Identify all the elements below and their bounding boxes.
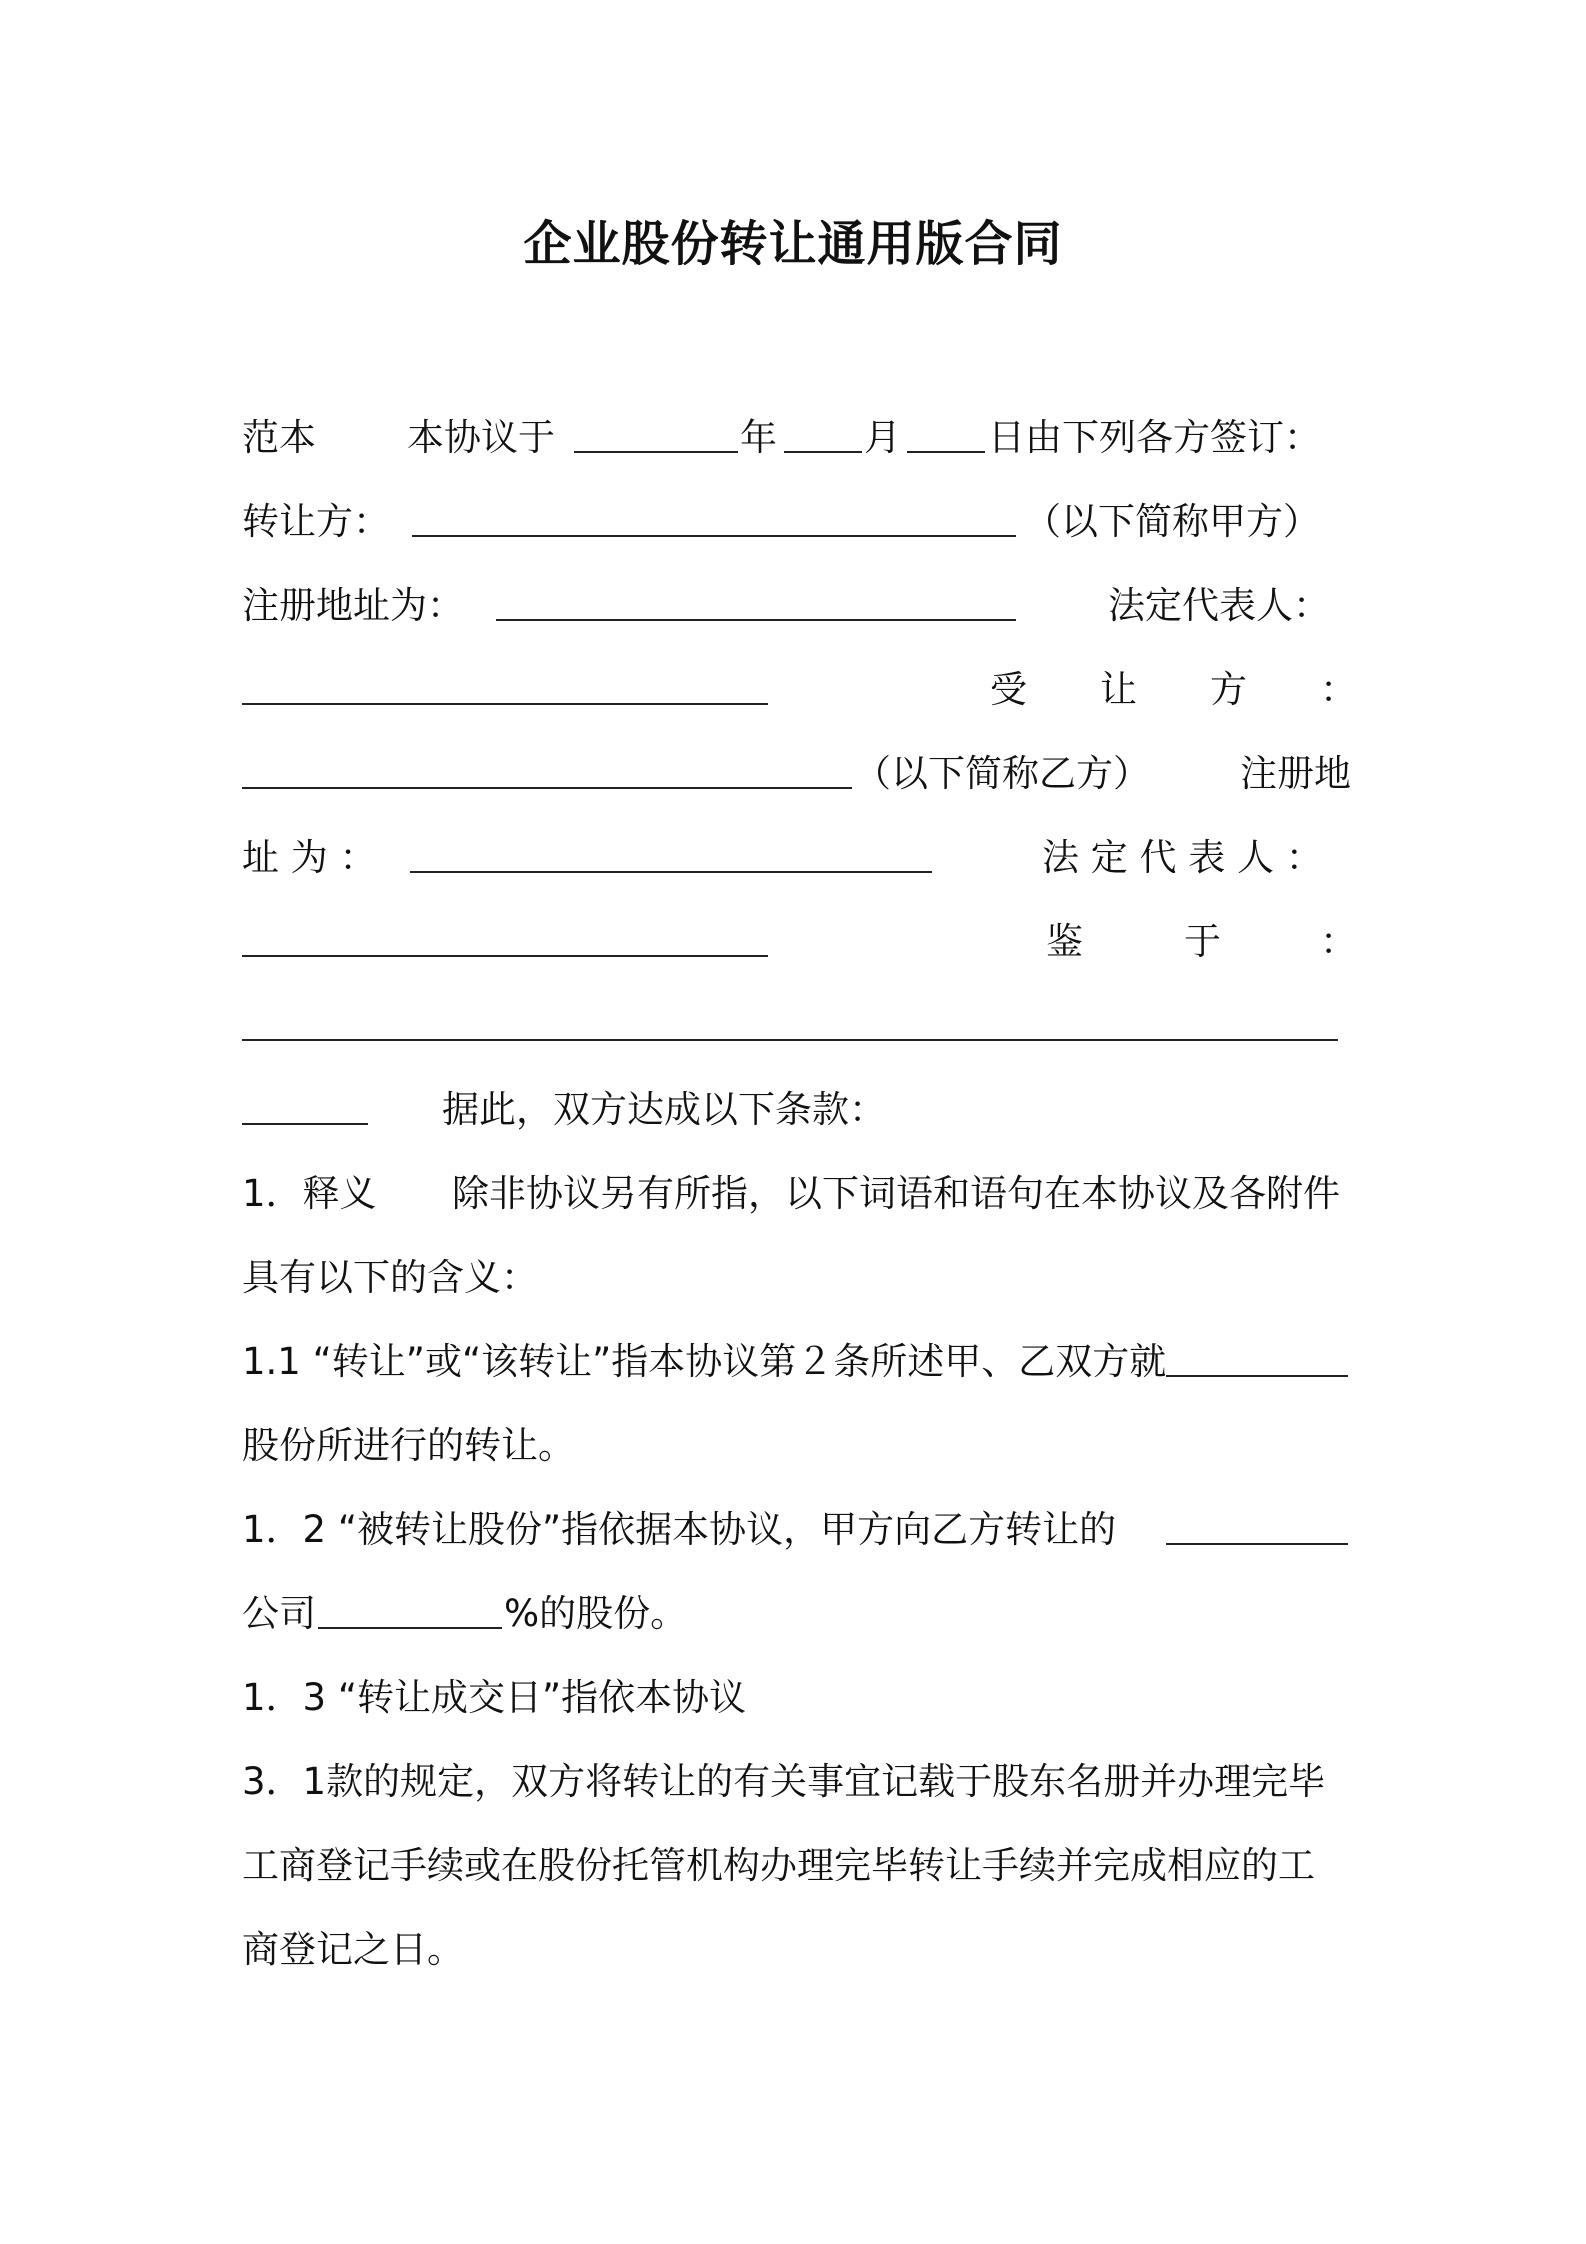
percent-text: %的股份。 [504, 1592, 688, 1635]
clause-1-2 [242, 1500, 1350, 1560]
therefore-text: 据此，双方达成以下条款： [442, 1088, 886, 1131]
section-1-heading: 1．释义 [242, 1172, 377, 1215]
whereas-blank-end [242, 1123, 368, 1125]
representative-blank [242, 703, 768, 705]
signed-by-label: 日由下列各方签订： [988, 416, 1321, 459]
year-blank [574, 451, 738, 453]
line-transferee-address [242, 828, 1350, 888]
clause-1-1 [242, 1332, 1350, 1392]
line-transferee [242, 660, 1357, 720]
clause-3-1-ref [242, 1752, 1350, 1812]
registered-address-label-2: 注册地 [1240, 752, 1351, 795]
legal-representative-label-2: 法 定 代 表 人 ： [1042, 836, 1323, 879]
address-continued-label: 址 为 ： [242, 836, 377, 879]
party-a-note: （以下简称甲方） [1024, 500, 1320, 543]
clause-3-1-text-3: 商登记之日。 [242, 1928, 464, 1971]
day-blank [907, 451, 985, 453]
clause-1-3 [242, 1668, 1350, 1728]
line-signing-date [242, 408, 1350, 468]
legal-representative-label: 法定代表人： [1108, 584, 1330, 627]
clause-3-1-end [242, 1920, 1350, 1980]
whereas-colon: ： [1320, 920, 1357, 963]
company-label: 公司 [242, 1592, 316, 1635]
line-definitions-2 [242, 1248, 1350, 1308]
shares-blank [1166, 1375, 1348, 1377]
address-blank-2 [410, 871, 932, 873]
transferee-char-3: 方 [1210, 668, 1247, 711]
definitions-intro: 除非协议另有所指，以下词语和语句在本协议及各附件 [452, 1172, 1340, 1215]
agreement-on-label: 本协议于 [407, 416, 555, 459]
line-transferor [242, 492, 1350, 552]
line-whereas-blank [242, 996, 1350, 1056]
transferor-label: 转让方： [242, 500, 390, 543]
representative-blank-2 [242, 955, 768, 957]
transferee-colon: ： [1320, 668, 1357, 711]
clause-1-1-cont [242, 1416, 1350, 1476]
line-whereas [242, 912, 1357, 972]
clause-1-2-text: 1．2 “被转让股份”指依据本协议，甲方向乙方转让的 [242, 1508, 1117, 1551]
clause-3-1-text-2: 工商登记手续或在股份托管机构办理完毕转让手续并完成相应的工 [242, 1844, 1315, 1887]
line-transferor-address [242, 576, 1350, 636]
whereas-char-2: 于 [1184, 920, 1221, 963]
line-party-b [242, 744, 1350, 804]
transferee-blank [242, 787, 852, 789]
clause-1-3-text: 1．3 “转让成交日”指依本协议 [242, 1676, 747, 1719]
whereas-blank [242, 1039, 1338, 1041]
transferee-char-1: 受 [990, 668, 1027, 711]
document-title: 企业股份转让通用版合同 [523, 216, 1063, 272]
registered-address-label: 注册地址为： [242, 584, 464, 627]
party-b-note: （以下简称乙方） [854, 752, 1150, 795]
transferee-char-2: 让 [1100, 668, 1137, 711]
whereas-char-1: 鉴 [1046, 920, 1083, 963]
clause-1-1-text-end: 股份所进行的转让。 [242, 1424, 575, 1467]
month-label: 月 [864, 416, 901, 459]
clause-1-2-cont [242, 1584, 1350, 1644]
clause-3-1-text: 3．1款的规定，双方将转让的有关事宜记载于股东名册并办理完毕 [242, 1760, 1326, 1803]
company-blank [1166, 1543, 1348, 1545]
month-blank [784, 451, 862, 453]
address-blank [496, 619, 1016, 621]
clause-3-1-cont [242, 1836, 1350, 1896]
sample-label: 范本 [242, 416, 316, 459]
percent-blank [318, 1627, 502, 1629]
transferor-blank [412, 535, 1016, 537]
year-label: 年 [740, 416, 777, 459]
line-definitions [242, 1164, 1350, 1224]
definitions-intro-end: 具有以下的含义： [242, 1256, 538, 1299]
clause-1-1-text: 1.1 “转让”或“该转让”指本协议第２条所述甲、乙双方就 [242, 1340, 1167, 1383]
line-therefore [242, 1080, 1350, 1140]
